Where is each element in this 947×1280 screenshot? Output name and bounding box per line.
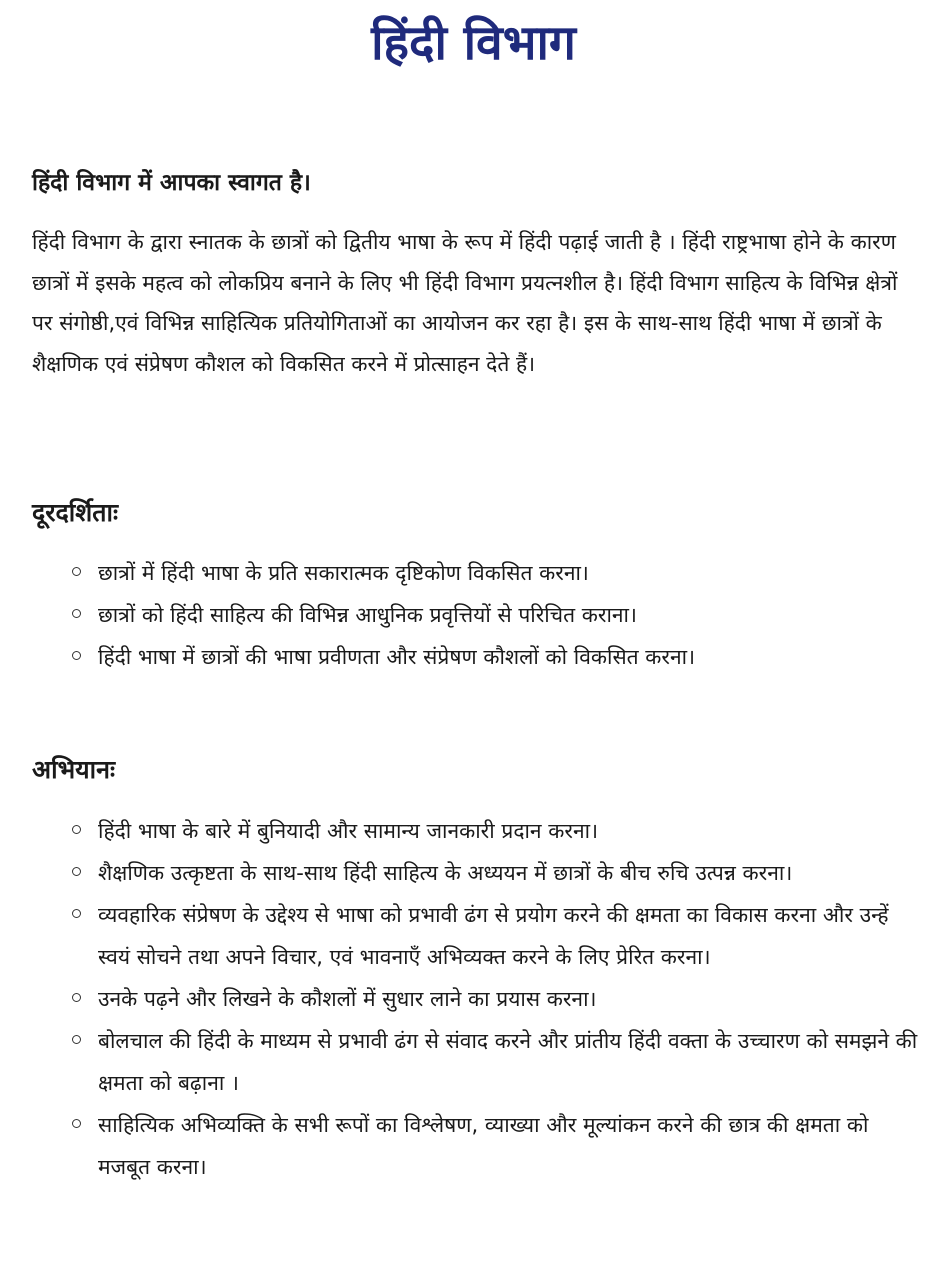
welcome-heading: हिंदी विभाग में आपका स्वागत है।: [32, 170, 311, 196]
page-title: हिंदी विभाग: [371, 15, 576, 71]
vision-item: [68, 594, 918, 636]
mission-item: [68, 810, 918, 852]
mission-item: [68, 1020, 918, 1104]
mission-item-text: हिंदी भाषा के बारे में बुनियादी और सामान्य जानकारी प्रदान करना।: [98, 819, 599, 843]
hollow-circle-bullet-icon: [72, 567, 81, 576]
hollow-circle-bullet-icon: [72, 1119, 81, 1128]
vision-heading: दूरदर्शिताः: [32, 498, 119, 527]
hollow-circle-bullet-icon: [72, 909, 81, 918]
mission-item: [68, 1104, 918, 1188]
mission-item-text: व्यवहारिक संप्रेषण के उद्देश्य से भाषा को प्रभावी ढंग से प्रयोग करने की क्षमता का विकास करना और उन्हें स्वयं सोचने तथा अपने विचार, एवं भावनाएँ अभिव्यक्त करने के लिए प्रेरित करना।: [98, 903, 889, 969]
hollow-circle-bullet-icon: [72, 651, 81, 660]
vision-item-text: छात्रों को हिंदी साहित्य की विभिन्न आधुनिक प्रवृत्तियों से परिचित कराना।: [98, 603, 637, 627]
vision-list: [68, 552, 918, 678]
hollow-circle-bullet-icon: [72, 609, 81, 618]
mission-item-text: बोलचाल की हिंदी के माध्यम से प्रभावी ढंग से संवाद करने और प्रांतीय हिंदी वक्ता के उच्चारण को समझने की क्षमता को बढ़ाना ।: [98, 1029, 918, 1095]
hollow-circle-bullet-icon: [72, 1035, 81, 1044]
mission-item-text: साहित्यिक अभिव्यक्ति के सभी रूपों का विश्लेषण, व्याख्या और मूल्यांकन करने की छात्र की क्षमता को मजबूत करना।: [98, 1113, 869, 1179]
mission-item: [68, 852, 918, 894]
mission-heading: अभियानः: [32, 755, 116, 784]
mission-list: [68, 810, 918, 1188]
hollow-circle-bullet-icon: [72, 825, 81, 834]
vision-item: [68, 552, 918, 594]
intro-paragraph: हिंदी विभाग के द्वारा स्नातक के छात्रों को द्वितीय भाषा के रूप में हिंदी पढ़ाई जाती है । हिंदी राष्ट्रभाषा होने के कारण छात्रों में इसके महत्व को लोकप्रिय बनाने के लिए भी हिंदी विभाग प्रयत्नशील है। हिंदी विभाग साहित्य के विभिन्न क्षेत्रों पर संगोष्ठी,एवं विभिन्न साहित्यिक प्रतियोगिताओं का आयोजन कर रहा है। इस के साथ-साथ हिंदी भाषा में छात्रों के शैक्षणिक एवं संप्रेषण कौशल को विकसित करने में प्रोत्साहन देते हैं।: [32, 230, 898, 376]
hollow-circle-bullet-icon: [72, 867, 81, 876]
mission-item: [68, 978, 918, 1020]
vision-item-text: हिंदी भाषा में छात्रों की भाषा प्रवीणता और संप्रेषण कौशलों को विकसित करना।: [98, 645, 696, 669]
mission-item-text: उनके पढ़ने और लिखने के कौशलों में सुधार लाने का प्रयास करना।: [98, 987, 597, 1011]
vision-item-text: छात्रों में हिंदी भाषा के प्रति सकारात्मक दृष्टिकोण विकसित करना।: [98, 561, 589, 585]
hollow-circle-bullet-icon: [72, 993, 81, 1002]
mission-item: [68, 894, 918, 978]
mission-item-text: शैक्षणिक उत्कृष्टता के साथ-साथ हिंदी साहित्य के अध्ययन में छात्रों के बीच रुचि उत्पन्न करना।: [98, 861, 793, 885]
vision-item: [68, 636, 918, 678]
